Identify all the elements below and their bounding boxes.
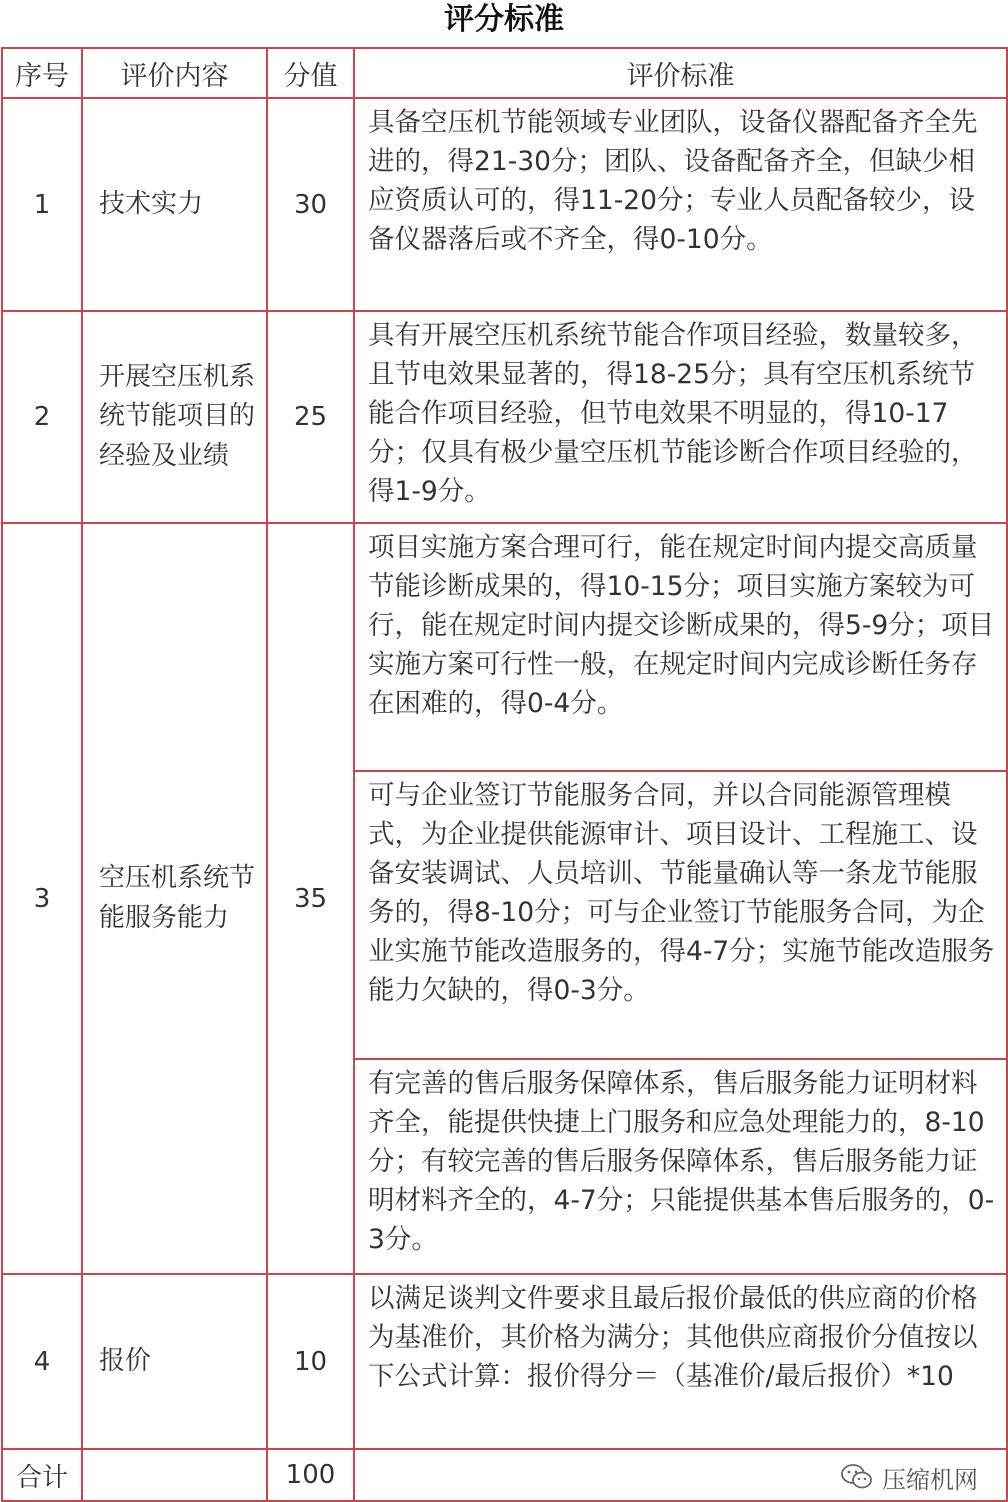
row-score: 35: [267, 523, 354, 1274]
page-title: 评分标准: [444, 2, 564, 37]
row-standard: 有完善的售后服务保障体系，售后服务能力证明材料齐全，能提供快捷上门服务和应急处理能力的，8-10分；有较完善的售后服务保障体系，售后服务能力证明材料齐全的，4-7分；只能提供基本售后服务的，0-3分。: [354, 1059, 1007, 1274]
table-row: [2, 523, 1007, 771]
row-item: 开展空压机系统节能项目的经验及业绩: [82, 311, 267, 523]
scoring-table: [1, 47, 1008, 1502]
row-item: 技术实力: [82, 98, 267, 311]
row-score: 10: [267, 1274, 354, 1449]
table-header-row: [2, 48, 1007, 98]
total-item: [82, 1449, 267, 1501]
row-no: 2: [2, 311, 82, 523]
table-row: [2, 311, 1007, 523]
row-item: 报价: [82, 1274, 267, 1449]
row-no: 3: [2, 523, 82, 1274]
header-item: 评价内容: [82, 48, 267, 98]
row-no: 1: [2, 98, 82, 311]
header-no: 序号: [2, 48, 82, 98]
row-standard: 项目实施方案合理可行，能在规定时间内提交高质量节能诊断成果的，得10-15分；项目实施方案较为可行，能在规定时间内提交诊断成果的，得5-9分；项目实施方案可行性一般，在规定时间内完成诊断任务存在困难的，得0-4分。: [354, 523, 1007, 771]
header-standard: 评价标准: [354, 48, 1007, 98]
total-score: 100: [267, 1449, 354, 1501]
header-score: 分值: [267, 48, 354, 98]
row-standard: 以满足谈判文件要求且最后报价最低的供应商的价格为基准价，其价格为满分；其他供应商报价分值按以下公式计算：报价得分＝（基准价/最后报价）*10: [354, 1274, 1007, 1449]
row-standard: 具备空压机节能领域专业团队，设备仪器配备齐全先进的，得21-30分；团队、设备配备齐全，但缺少相应资质认可的，得11-20分；专业人员配备较少，设备仪器落后或不齐全，得0-10分。: [354, 98, 1007, 311]
row-score: 30: [267, 98, 354, 311]
row-standard: 可与企业签订节能服务合同，并以合同能源管理模式，为企业提供能源审计、项目设计、工程施工、设备安装调试、人员培训、节能量确认等一条龙节能服务的，得8-10分；可与企业签订节能服务合同，为企业实施节能改造服务的，得4-7分；实施节能改造服务能力欠缺的，得0-3分。: [354, 771, 1007, 1059]
row-item: 空压机系统节能服务能力: [82, 523, 267, 1274]
total-label: 合计: [2, 1449, 82, 1501]
row-no: 4: [2, 1274, 82, 1449]
row-score: 25: [267, 311, 354, 523]
table-row: [2, 1274, 1007, 1449]
watermark: [840, 1462, 978, 1492]
watermark-text: 压缩机网: [882, 1465, 978, 1494]
wechat-icon: [840, 1463, 874, 1491]
table-row: [2, 98, 1007, 311]
row-standard: 具有开展空压机系统节能合作项目经验，数量较多，且节电效果显著的，得18-25分；具有空压机系统节能合作项目经验，但节电效果不明显的，得10-17分；仅具有极少量空压机节能诊断合作项目经验的，得1-9分。: [354, 311, 1007, 523]
